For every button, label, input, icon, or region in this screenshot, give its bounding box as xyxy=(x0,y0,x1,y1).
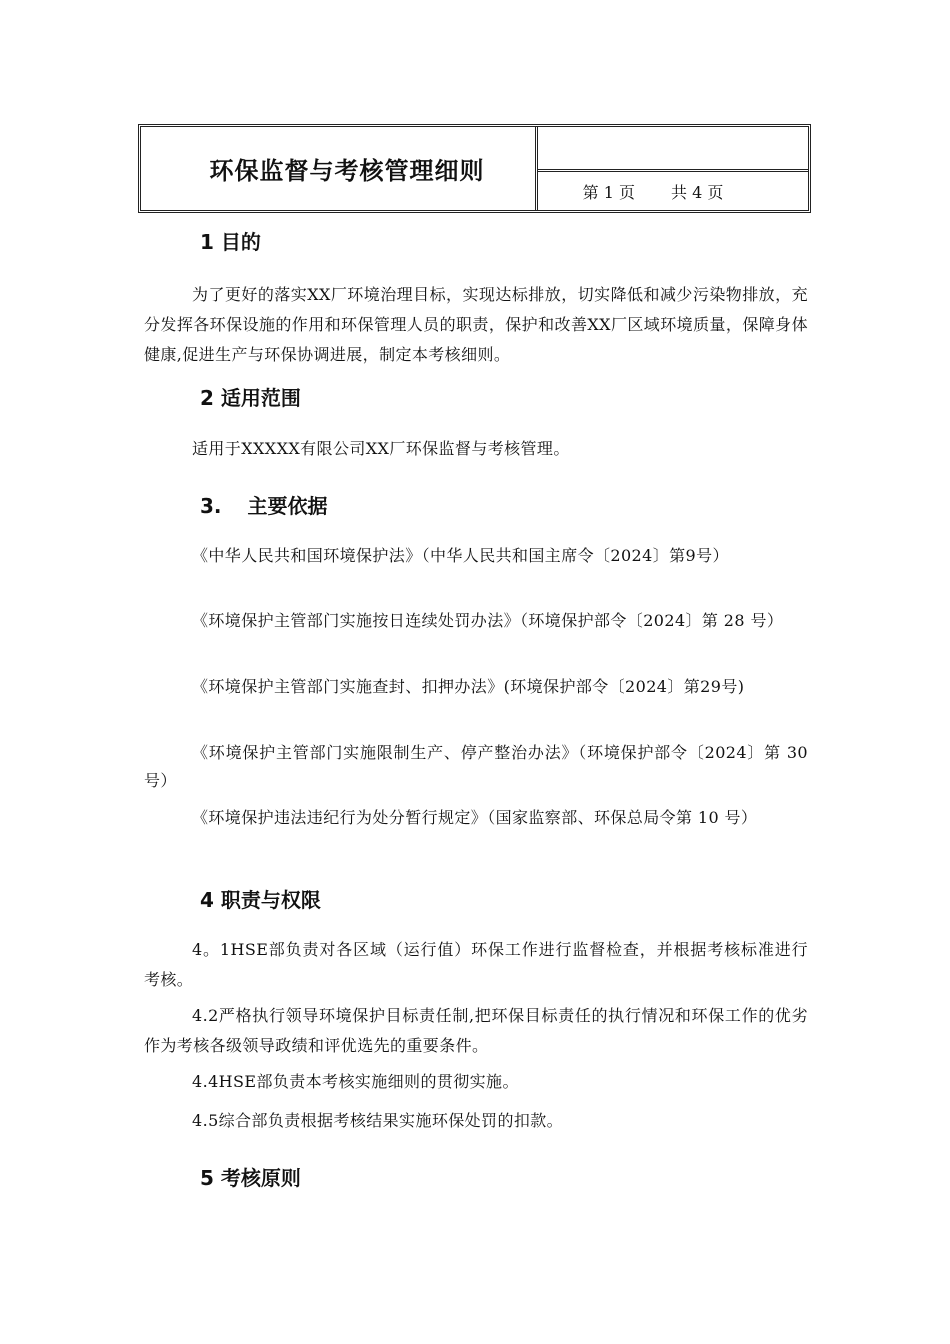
section-1-paragraph: 为了更好的落实XX厂环境治理目标，实现达标排放，切实降低和减少污染物排放，充分发挥各环保设施的作用和环保管理人员的职责，保护和改善XX厂区域环境质量，保障身体健康,促进生产与环保协调进展，制定本考核细则。 xyxy=(144,285,808,364)
section-2-paragraph: 适用于XXXXX有限公司XX厂环保监督与考核管理。 xyxy=(192,439,570,458)
header-title-cell xyxy=(141,127,538,210)
reference-item: 《中华人民共和国环境保护法》（中华人民共和国主席令〔2024〕第9号） xyxy=(192,546,729,565)
header-page-info xyxy=(538,127,808,210)
reference-item: 《环境保护违法违纪行为处分暂行规定》（国家监察部、环保总局令第 10 号） xyxy=(192,808,758,827)
page-number-cell xyxy=(538,172,808,210)
reference-item: 《环境保护主管部门实施按日连续处罚办法》（环境保护部令〔2024〕第 28 号） xyxy=(192,611,784,630)
responsibility-item: 4。1HSE部负责对各区域（运行值）环保工作进行监督检查，并根据考核标准进行考核。 xyxy=(144,940,808,989)
responsibility-item: 4.2严格执行领导环境保护目标责任制,把环保目标责任的执行情况和环保工作的优劣作为考核各级领导政绩和评优选先的重要条件。 xyxy=(144,1006,808,1055)
page-current: 第 1 页 xyxy=(582,182,635,202)
responsibility-item: 4.4HSE部负责本考核实施细则的贯彻实施。 xyxy=(192,1072,519,1091)
reference-item: 《环境保护主管部门实施限制生产、停产整治办法》（环境保护部令〔2024〕第 30 号） xyxy=(144,743,808,790)
section-heading-1: 1 目的 xyxy=(200,230,261,254)
header-blank-cell xyxy=(538,127,808,172)
page-total: 共 4 页 xyxy=(671,182,724,202)
reference-item: 《环境保护主管部门实施查封、扣押办法》(环境保护部令〔2024〕第29号) xyxy=(192,677,745,696)
section-heading-5: 5 考核原则 xyxy=(200,1166,301,1190)
section-heading-4: 4 职责与权限 xyxy=(200,888,321,912)
section-heading-2: 2 适用范围 xyxy=(200,386,301,410)
responsibility-item: 4.5综合部负责根据考核结果实施环保处罚的扣款。 xyxy=(192,1111,564,1130)
section-3-title: 主要依据 xyxy=(247,494,328,518)
document-header xyxy=(138,124,811,213)
document-title: 环保监督与考核管理细则 xyxy=(209,157,485,185)
section-3-number: 3. xyxy=(200,494,222,518)
section-heading-3 xyxy=(200,490,328,519)
